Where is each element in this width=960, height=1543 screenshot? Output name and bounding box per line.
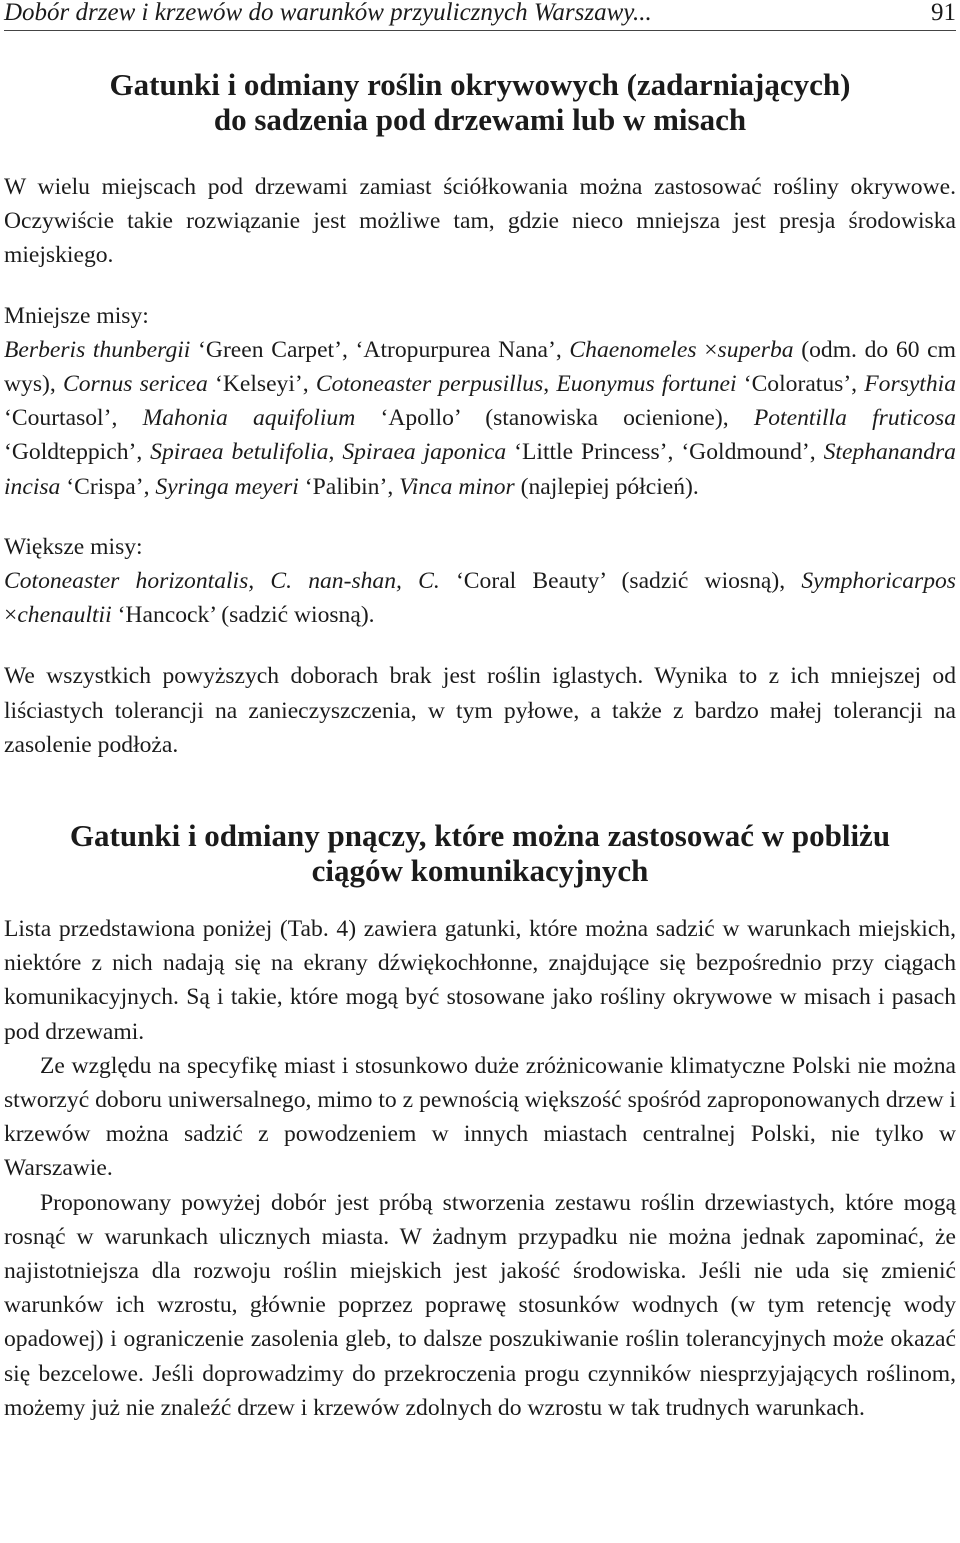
taxon-name: Stephanandra incisa: [4, 439, 956, 500]
running-title: Dobór drzew i krzewów do warunków przyulicznych Warszawy...: [4, 0, 652, 26]
small-beds-label: Mniejsze misy:: [4, 302, 149, 329]
document-page: [4, 0, 956, 1425]
taxon-name: Cotoneaster perpusillus: [315, 371, 544, 398]
large-beds-list: [4, 564, 956, 632]
taxon-name: Spiraea betulifolia: [150, 439, 329, 466]
climbers-paragraph-2: Ze względu na specyfikę miast i stosunkowo duże zróżnicowanie klimatyczne Polski nie można stworzyć doboru uniwersalnego, mimo to z pewnością większość spośród zaproponowanych drzew i krzewów można sadzić z powodzeniem w innych miastach centralnej Polski, nie tylko w Warszawie.: [4, 1052, 956, 1182]
list-text: ‘Palibin’,: [298, 473, 400, 500]
list-text: ,: [543, 371, 557, 398]
taxon-name: Spiraea japonica: [342, 439, 507, 466]
taxon-name: Cornus sericea: [62, 371, 208, 398]
taxon-name: Chaenomeles: [569, 336, 697, 363]
taxon-name: Symphoricarpos: [801, 568, 956, 595]
taxon-name: Euonymus fortunei: [556, 371, 737, 398]
list-text: ‘Goldteppich’,: [4, 439, 151, 466]
section-heading-ground-cover: [4, 67, 956, 137]
taxon-name: Syringa meyeri: [155, 473, 299, 500]
list-text: ×: [4, 602, 18, 629]
taxon-name: Vinca minor: [399, 473, 515, 500]
climbers-paragraph-3: Proponowany powyżej dobór jest próbą stworzenia zestawu roślin drzewiastych, które mogą rosnąć w warunkach ulicznych miasta. W żadnym przypadku nie można jednak zapominać, że najistotniejsza dla rozwoju roślin miejskich jest jakość środowiska. Jeśli nie uda się zmienić warunków ich wzrostu, głównie poprzez poprawę stosunków wodnych (w tym retencję wody opadowej) i ograniczenie zasolenia gleb, to dalsze poszukiwanie roślin tolerancyjnych może okazać się bezcelowe. Jeśli doprowadzimy do przekroczenia progu czynników niesprzyjających roślinom, możemy już nie znaleźć drzew i krzewów zdolnych do wzrostu w tak trudnych warunkach.: [4, 1189, 956, 1421]
taxon-name: Potentilla fruticosa: [753, 405, 957, 432]
list-text: (najlepiej półcień).: [514, 473, 699, 500]
list-text: ‘Little Princess’, ‘Goldmound’,: [506, 439, 824, 466]
list-text: ‘Coral Beauty’ (sadzić wiosną),: [439, 568, 802, 595]
heading-line: Gatunki i odmiany pnączy, które można zastosować w pobliżu: [69, 818, 891, 854]
heading-line: Gatunki i odmiany roślin okrywowych (zadarniających): [109, 67, 851, 102]
taxon-name: Berberis thunbergii: [4, 336, 191, 363]
list-text: (odm. do 60 cm wys),: [4, 336, 956, 398]
conclusion-paragraph: We wszystkich powyższych doborach brak jest roślin iglastych. Wynika to z ich mniejszej od liściastych tolerancji na zanieczyszczenia, w tym pyłowe, a także z bardzo małej tolerancji na zasolenie podłoża.: [4, 663, 956, 758]
heading-line: do sadzenia pod drzewami lub w misach: [213, 102, 747, 137]
list-text: ‘Apollo’ (stanowiska ocienione),: [355, 405, 754, 432]
large-beds-label: Większe misy:: [4, 533, 143, 560]
taxon-name: Forsythia: [864, 371, 957, 398]
section-heading-climbers: [4, 818, 956, 888]
list-text: ‘Crispa’,: [60, 473, 156, 500]
intro-paragraph: W wielu miejscach pod drzewami zamiast ściółkowania można zastosować rośliny okrywowe. Oczywiście takie rozwiązanie jest możliwe tam, gdzie nieco mniejsza jest presja środowiska miejskiego.: [4, 174, 956, 269]
heading-line: ciągów komunikacyjnych: [311, 853, 649, 889]
list-text: ‘Green Carpet’, ‘Atropurpurea Nana’,: [190, 336, 570, 363]
small-beds-list: [4, 333, 956, 504]
list-text: ×: [696, 336, 718, 363]
taxon-name: superba: [717, 336, 794, 363]
taxon-name: Mahonia aquifolium: [142, 405, 356, 432]
list-text: ‘Kelseyi’,: [207, 371, 316, 398]
taxon-name: chenaultii: [17, 602, 112, 629]
climbers-paragraph-1: Lista przedstawiona poniżej (Tab. 4) zawiera gatunki, które można sadzić w warunkach miejskich, niektóre z nich nadają się na ekrany dźwiękochłonne, znajdujące się bezpośrednio przy ciągach komunikacyjnych. Są i takie, które mogą być stosowane jako rośliny okrywowe w misach i pasach pod drzewami.: [4, 916, 956, 1045]
list-text: ,: [328, 439, 343, 466]
list-text: ‘Courtasol’,: [4, 405, 143, 432]
taxon-name: Cotoneaster horizontalis, C. nan-shan, C.: [4, 568, 440, 595]
page-number: 91: [931, 0, 956, 26]
list-text: ‘Hancock’ (sadzić wiosną).: [111, 602, 375, 629]
running-header: [4, 0, 956, 31]
list-text: ‘Coloratus’,: [736, 371, 865, 398]
